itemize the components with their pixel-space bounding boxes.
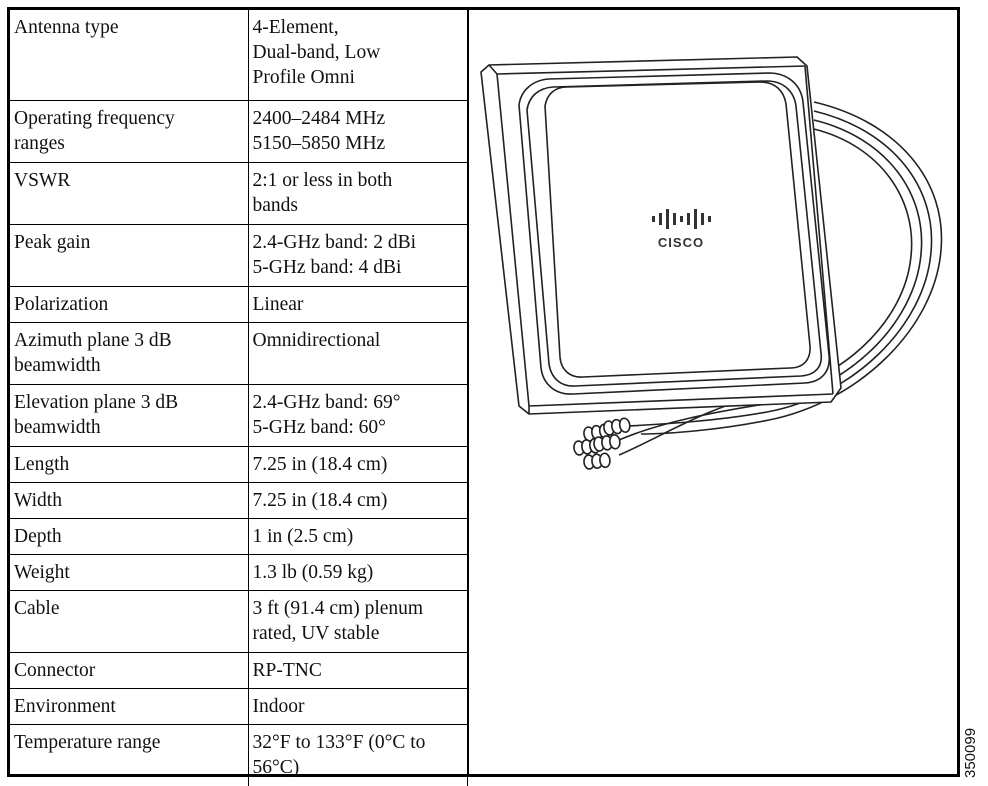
spec-row: [10, 590, 467, 652]
antenna-illustration: [468, 10, 958, 774]
spec-value: 7.25 in (18.4 cm): [248, 446, 467, 482]
spec-row: [10, 10, 467, 100]
spec-value: Omnidirectional: [248, 322, 467, 384]
spec-value: 2400–2484 MHz 5150–5850 MHz: [248, 100, 467, 162]
spec-row: [10, 322, 467, 384]
spec-label: Depth: [10, 518, 248, 554]
spec-label: Length: [10, 446, 248, 482]
spec-value: 4-Element, Dual-band, Low Profile Omni: [248, 10, 467, 100]
spec-label: Peak gain: [10, 224, 248, 286]
spec-row: [10, 286, 467, 322]
spec-row: [10, 518, 467, 554]
spec-label: Environment: [10, 688, 248, 724]
spec-row: [10, 162, 467, 224]
spec-value: Linear: [248, 286, 467, 322]
spec-value: 1.3 lb (0.59 kg): [248, 554, 467, 590]
spec-row: [10, 446, 467, 482]
spec-value: 2:1 or less in both bands: [248, 162, 467, 224]
spec-label: Width: [10, 482, 248, 518]
spec-value: RP-TNC: [248, 652, 467, 688]
spec-value: 7.25 in (18.4 cm): [248, 482, 467, 518]
spec-label: Weight: [10, 554, 248, 590]
spec-label: Temperature range: [10, 724, 248, 786]
spec-row: [10, 652, 467, 688]
spec-row: [10, 554, 467, 590]
spec-row: [10, 384, 467, 446]
spec-label: Polarization: [10, 286, 248, 322]
spec-label: Antenna type: [10, 10, 248, 100]
spec-value: 32°F to 133°F (0°C to 56°C): [248, 724, 467, 786]
spec-value: 1 in (2.5 cm): [248, 518, 467, 554]
spec-label: Elevation plane 3 dB beamwidth: [10, 384, 248, 446]
spec-row: [10, 724, 467, 786]
svg-text:CISCO: CISCO: [657, 235, 705, 250]
spec-value: Indoor: [248, 688, 467, 724]
antenna-cover: [519, 73, 829, 394]
spec-label: Connector: [10, 652, 248, 688]
antenna-drawing: [469, 10, 958, 774]
rp-tnc-connectors: [573, 417, 631, 469]
spec-row: [10, 688, 467, 724]
spec-value: 2.4-GHz band: 69° 5-GHz band: 60°: [248, 384, 467, 446]
spec-label: VSWR: [10, 162, 248, 224]
antenna-spec-table: [10, 10, 468, 786]
spec-row: [10, 224, 467, 286]
spec-value: 2.4-GHz band: 2 dBi 5-GHz band: 4 dBi: [248, 224, 467, 286]
spec-value: 3 ft (91.4 cm) plenum rated, UV stable: [248, 590, 467, 652]
spec-label: Operating frequency ranges: [10, 100, 248, 162]
spec-sheet-frame: [7, 7, 960, 777]
spec-label: Azimuth plane 3 dB beamwidth: [10, 322, 248, 384]
spec-row: [10, 482, 467, 518]
spec-label: Cable: [10, 590, 248, 652]
spec-row: [10, 100, 467, 162]
figure-number: 350099: [962, 727, 979, 778]
